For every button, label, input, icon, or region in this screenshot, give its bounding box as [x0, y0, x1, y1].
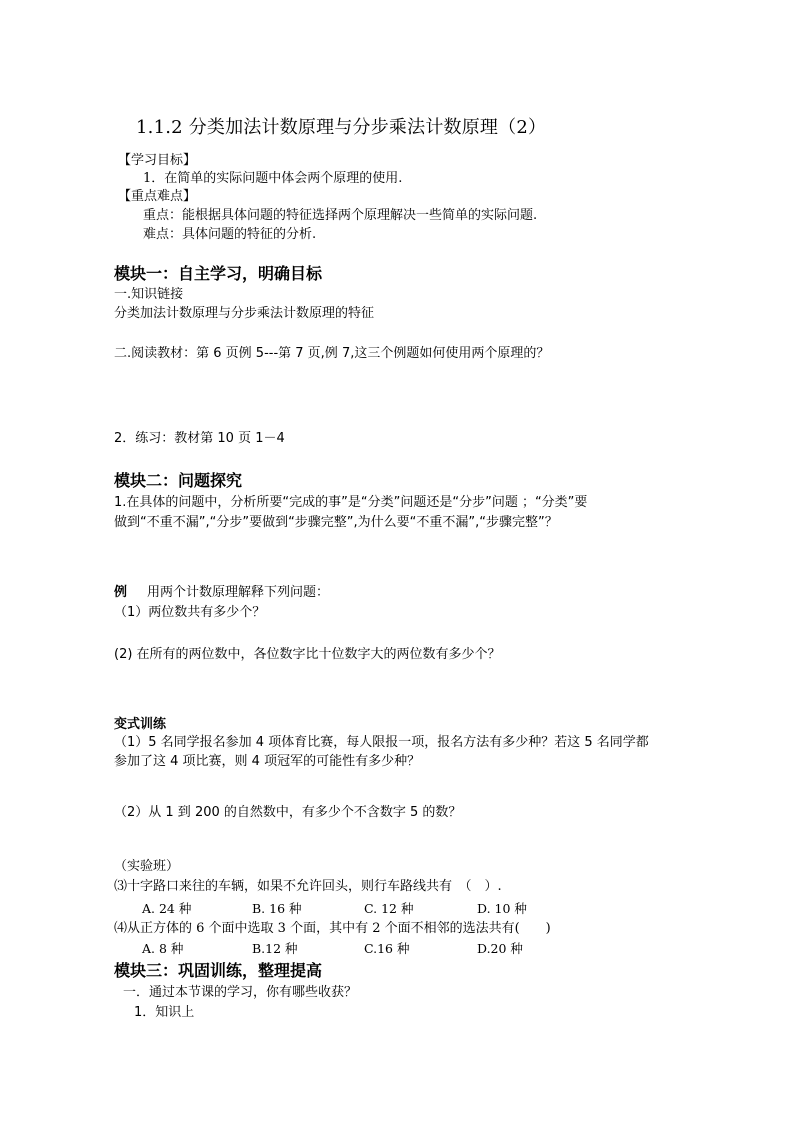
variation-question-three: ⑶十字路口来往的车辆，如果不允许回头，则行车路线共有 （ ）.: [114, 879, 502, 894]
example-question-one: （1）两位数共有多少个？: [114, 605, 266, 620]
example-label: 例: [114, 585, 128, 600]
key-point-important: 重点：能根据具体问题的特征选择两个原理解决一些简单的实际问题.: [143, 208, 538, 223]
module-two-heading: 模块二：问题探究: [114, 471, 243, 490]
question-three-option-b: B. 16 种: [252, 901, 302, 916]
question-four-option-c: C.16 种: [364, 941, 410, 956]
summary-knowledge-item: 1．知识上: [134, 1005, 195, 1020]
inquiry-question-line-two: 做到“不重不漏”,“分步”要做到“步骤完整”,为什么要“不重不漏”,“步骤完整”？: [114, 515, 558, 530]
summary-prompt: 一．通过本节课的学习，你有哪些收获？: [123, 985, 358, 1000]
question-four-option-b: B.12 种: [252, 941, 298, 956]
variation-question-four: ⑷从正方体的 6 个面中选取 3 个面，其中有 2 个面不相邻的选法共有( ): [114, 921, 551, 936]
example-prompt: 用两个计数原理解释下列问题：: [147, 585, 330, 600]
question-four-option-d: D.20 种: [477, 941, 523, 956]
question-four-option-a: A. 8 种: [142, 941, 184, 956]
knowledge-link-heading: 一.知识链接: [114, 287, 184, 302]
question-three-option-d: D. 10 种: [477, 901, 527, 916]
reading-task: 二.阅读教材：第 6 页例 5---第 7 页,例 7,这三个例题如何使用两个原理的？: [114, 346, 550, 361]
learning-objectives-heading: 【学习目标】: [118, 153, 197, 168]
question-three-option-a: A. 24 种: [142, 901, 192, 916]
example-question-two: (2) 在所有的两位数中，各位数字比十位数字大的两位数有多少个？: [114, 647, 501, 662]
variation-question-two: （2）从 1 到 200 的自然数中，有多少个不含数字 5 的数？: [114, 805, 462, 820]
knowledge-link-text: 分类加法计数原理与分步乘法计数原理的特征: [114, 306, 375, 321]
module-three-heading: 模块三：巩固训练，整理提高: [114, 961, 323, 980]
variation-training-heading: 变式训练: [114, 717, 167, 732]
module-one-heading: 模块一：自主学习，明确目标: [114, 264, 323, 283]
question-three-option-c: C. 12 种: [364, 901, 414, 916]
key-points-heading: 【重点难点】: [118, 189, 197, 204]
experiment-class-label: （实验班）: [114, 859, 180, 874]
variation-question-one-line-one: （1）5 名同学报名参加 4 项体育比赛，每人限报一项，报名方法有多少种？若这 5 名同学都: [114, 735, 649, 750]
key-point-difficult: 难点：具体问题的特征的分析.: [143, 227, 317, 242]
learning-objective-item: 1．在简单的实际问题中体会两个原理的使用.: [143, 171, 403, 186]
page-title: 1.1.2 分类加法计数原理与分步乘法计数原理（2）: [136, 117, 547, 138]
exercise-task: 2．练习：教材第 10 页 1－4: [114, 431, 285, 446]
inquiry-question-line-one: 1.在具体的问题中，分析所要“完成的事”是“分类”问题还是“分步”问题 ；“分类”要: [114, 495, 588, 510]
variation-question-one-line-two: 参加了这 4 项比赛，则 4 项冠军的可能性有多少种？: [114, 754, 421, 769]
